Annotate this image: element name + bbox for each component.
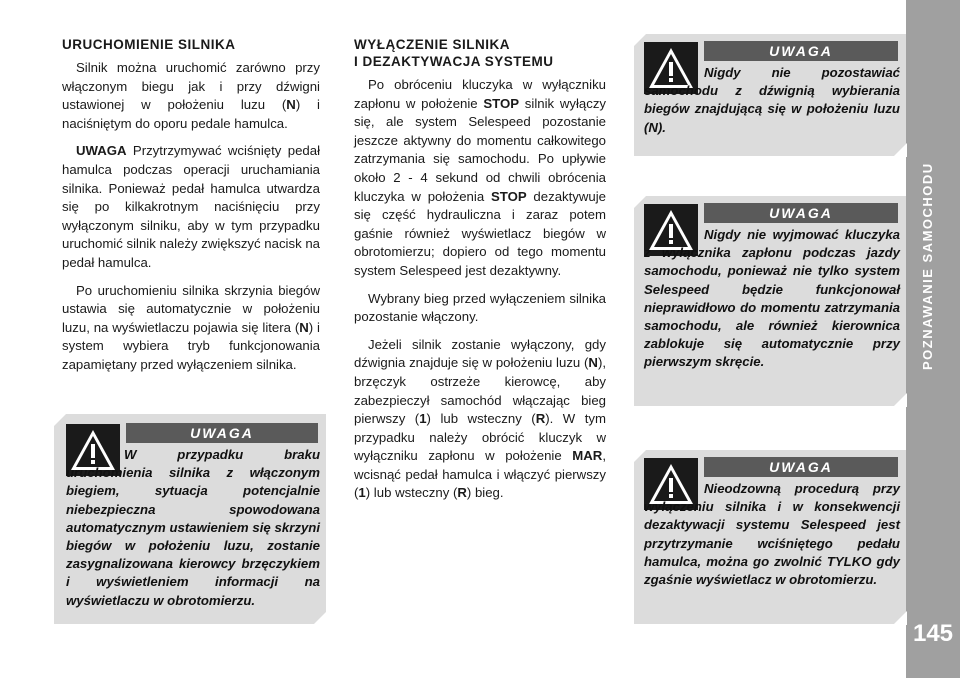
paragraph: Po uruchomieniu silnika skrzynia biegów ustawia się automatycznie w położeniu luzu, na wyświetlaczu pojawia się litera (N) i system wybiera tryb funkcjonowania zapamiętany przed wyłączeniem silnika.: [62, 282, 320, 372]
paragraph: UWAGA Przytrzymywać wciśnięty pedał hamulca podczas operacji uruchamiania silnika. Ponieważ pedał hamulca utwardza się po kilkakrotnym naciśnięciu przy wyłączonym silniku, aby w tym przypadku uruchomić silnik należy zwiększyć nacisk na pedał hamulca.: [62, 143, 320, 270]
warning-box: [54, 414, 326, 624]
warning-label: UWAGA: [126, 423, 318, 443]
heading-stop-engine: WYŁĄCZENIE SILNIKA I DEZAKTYWACJA SYSTEMU: [354, 37, 554, 69]
column-stop-engine: [354, 36, 606, 512]
warning-label: UWAGA: [704, 457, 898, 477]
warning-text: Nieodzowną procedurą przy wyłączeniu silnika i w konsekwencji dezaktywacji systemu Selespeed jest przytrzymanie wciśniętego pedału hamulca, można go zwolnić TYLKO gdy zgaśnie wyświetlacz w obrotomierzu.: [644, 481, 900, 588]
warning-label: UWAGA: [704, 203, 898, 223]
paragraph: Wybrany bieg przed wyłączeniem silnika pozostanie włączony.: [354, 290, 606, 325]
paragraph: Silnik można uruchomić zarówno przy włączonym biegu jak i przy dźwigni ustawionej w położeniu luzu (N) i naciśniętym do oporu pedale hamulca.: [62, 60, 320, 131]
warning-label: UWAGA: [704, 41, 898, 61]
paragraph: Po obróceniu kluczyka w wyłączniku zapłonu w położenie STOP silnik wyłączy się, ale system Selespeed pozostanie jeszcze aktywny do momentu całkowitego zatrzymania się samochodu. Po upływie około 2 - 4 sekund od chwili obrócenia kluczyka w położenia STOP dezaktywuje się część hydrauliczna i zaraz potem gaśnie również wyświetlacz biegów w obrotomierzu; dopiero od tego momentu system Selespeed jest dezaktywny.: [354, 77, 607, 278]
warning-box: [634, 196, 906, 406]
heading-start-engine: URUCHOMIENIE SILNIKA: [62, 37, 236, 52]
page-number: 145: [912, 620, 954, 647]
warning-box: [634, 450, 906, 624]
column-start-engine: [62, 36, 320, 384]
paragraph: Jeżeli silnik zostanie wyłączony, gdy dźwignia znajduje się w położeniu luzu (N), brzęczyk ostrzeże kierowcę, aby zabezpieczył samochód włączając bieg pierwszy (1) lub wsteczny (R). W tym przypadku należy obrócić kluczyk w wyłączniku zapłonu w położenie MAR, wcisnąć pedał hamulca i włączyć pierwszy (1) lub wsteczny (R) bieg.: [354, 336, 607, 501]
warning-box: [634, 34, 906, 156]
warning-text: W przypadku braku uruchomienia silnika z włączonym biegiem, sytuacja potencjalnie niebezpieczna spowodowana automatycznym ustawieniem się skrzyni biegów w położeniu luzu, zostanie zasygnalizowana kierowcy brzęczykiem i wyświetleniem informacji na wyświetlaczu w obrotomierzu.: [66, 447, 320, 608]
warning-text: Nigdy nie pozostawiać samochodu z dźwignią wybierania biegów znajdującą się w położeniu luzu (N).: [644, 65, 900, 135]
warning-text: Nigdy nie wyjmować kluczyka z wyłącznika zapłonu podczas jazdy samochodu, ponieważ nie tylko system Selespeed będzie funkcjonował nieprawidłowo do momentu zatrzymania samochodu, ale również kierownica zablokuje się automatycznie przy pierwszym skręcie.: [644, 227, 900, 370]
